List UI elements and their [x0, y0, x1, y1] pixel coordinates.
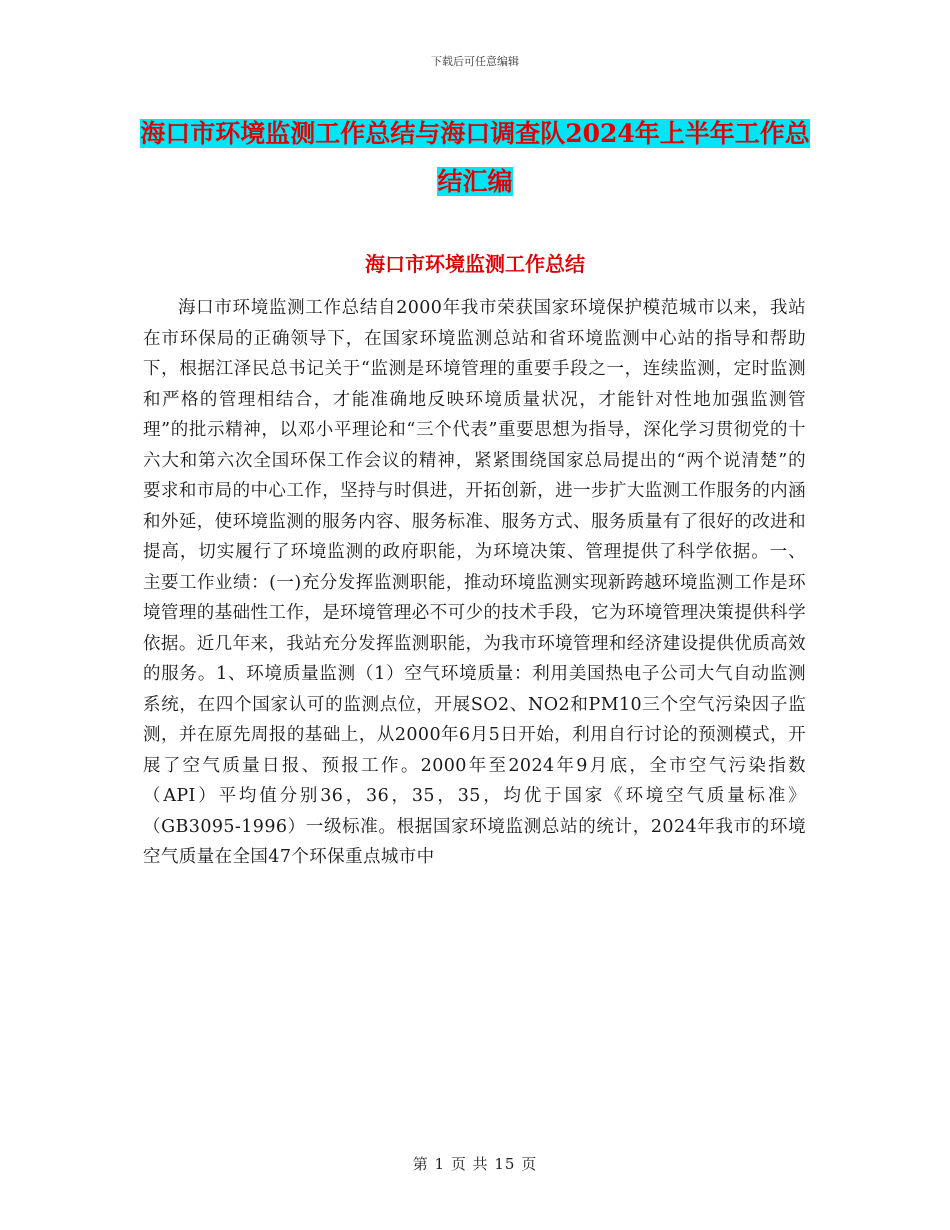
document-title: [130, 110, 820, 206]
section-title: 海口市环境监测工作总结: [365, 252, 585, 276]
body-paragraph: 海口市环境监测工作总结自2000年我市荣获国家环境保护模范城市以来，我站在市环保局的正确领导下，在国家环境监测总站和省环境监测中心站的指导和帮助下，根据江泽民总书记关于“监测是环境管理的重要手段之一，连续监测，定时监测和严格的管理相结合，才能准确地反映环境质量状况，才能针对性地加强监测管理”的批示精神，以邓小平理论和“三个代表”重要思想为指导，深化学习贯彻党的十六大和第六次全国环保工作会议的精神，紧紧围绕国家总局提出的“两个说清楚”的要求和市局的中心工作，坚持与时俱进，开拓创新，进一步扩大监测工作服务的内涵和外延，使环境监测的服务内容、服务标准、服务方式、服务质量有了很好的改进和提高，切实履行了环境监测的政府职能，为环境决策、管理提供了科学依据。一、 主要工作业绩：(一)充分发挥监测职能，推动环境监测实现新跨越环境监测工作是环境管理的基础性工作，是环境管理必不可少的技术手段，它为环境管理决策提供科学依据。近几年来，我站充分发挥监测职能，为我市环境管理和经济建设提供优质高效的服务。1、环境质量监测（1）空气环境质量：利用美国热电子公司大气自动监测系统，在四个国家认可的监测点位，开展SO2、NO2和PM10三个空气污染因子监测，并在原先周报的基础上，从2000年6月5日开始，利用自行讨论的预测模式，开展了空气质量日报、预报工作。2000年至2024年9月底，全市空气污染指数（API）平均值分别36，36，35，35，均优于国家《环境空气质量标准》（GB3095-1996）一级标准。根据国家环境监测总站的统计，2024年我市的环境空气质量在全国47个环保重点城市中: [143, 298, 806, 867]
page-number-footer: 第 1 页 共 15 页: [412, 1155, 538, 1173]
document-title-text: 海口市环境监测工作总结与海口调查队2024年上半年工作总结汇编: [140, 119, 810, 196]
header-note: 下载后可任意编辑: [431, 55, 519, 68]
